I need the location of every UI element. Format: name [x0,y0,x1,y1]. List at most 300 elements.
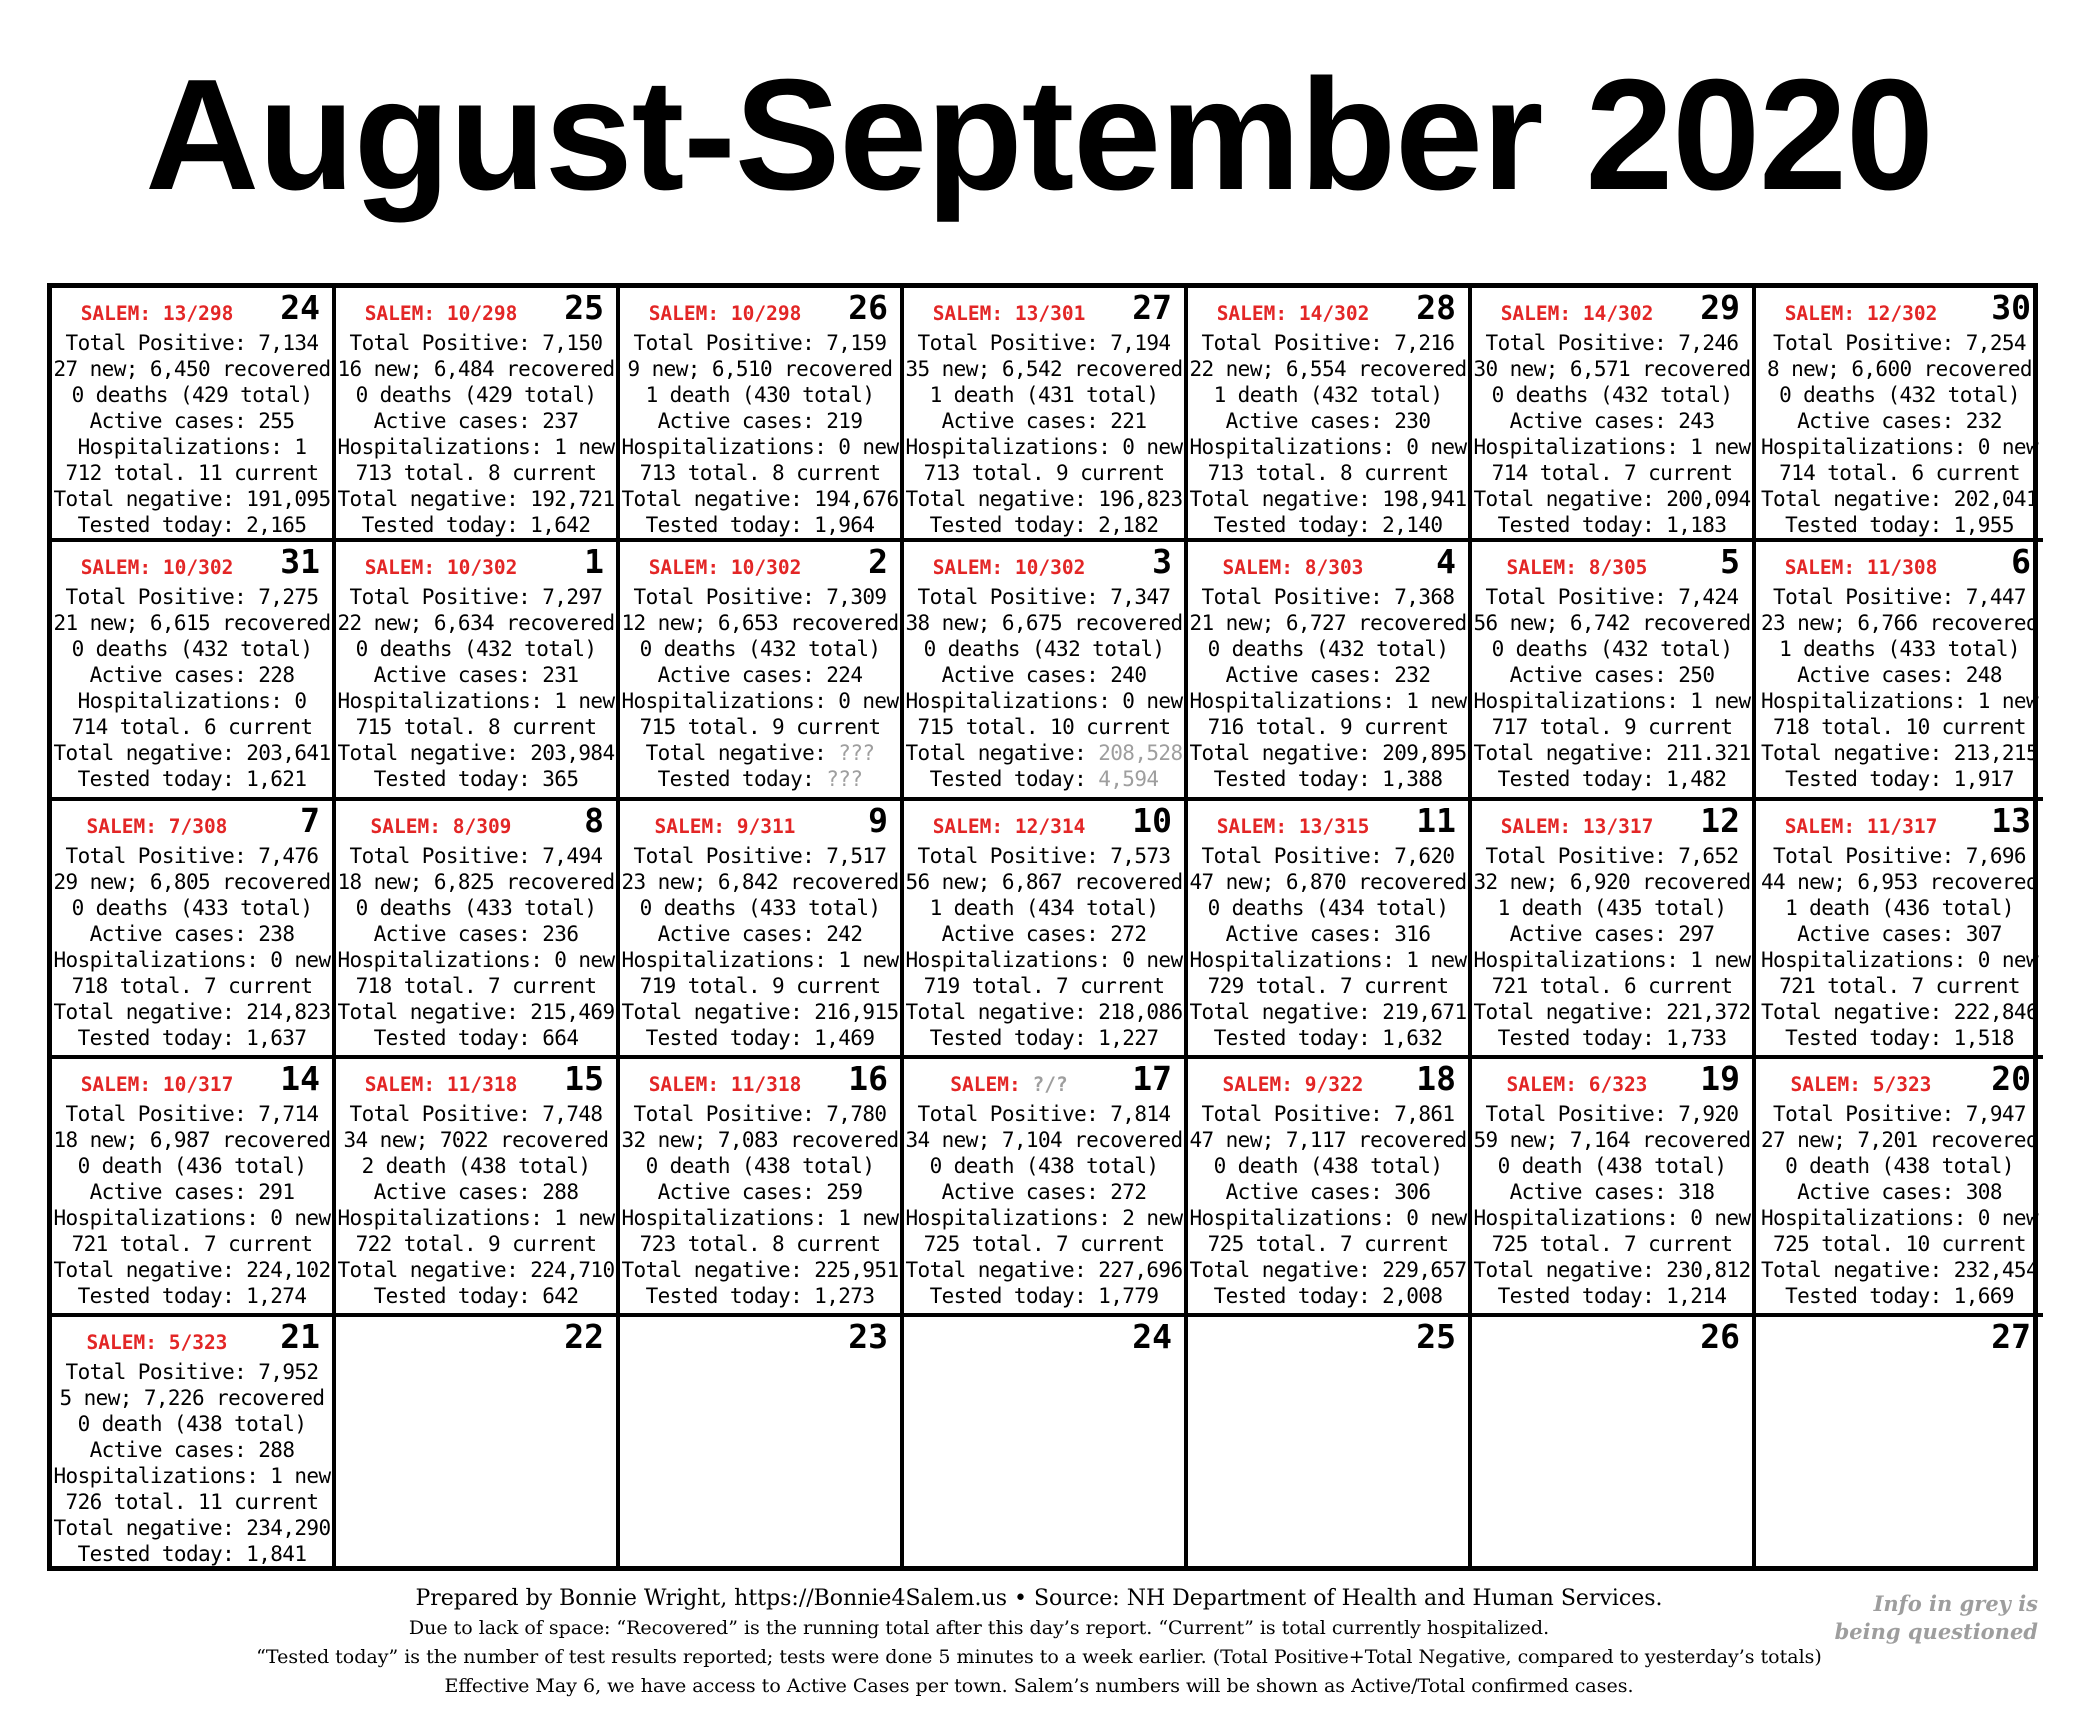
stat-line: 721 total. 6 current [1491,974,1733,998]
salem-label: SALEM: 7/308 [86,815,228,838]
stat-line: Hospitalizations: 0 new [1189,1206,1467,1230]
salem-label: SALEM: 10/302 [648,556,802,579]
stat-line: 21 new; 6,727 recovered [1189,611,1467,635]
stat-line: 16 new; 6,484 recovered [337,357,615,381]
day-number: 16 [848,1059,888,1098]
stat-line: Total negative: 215,469 [337,1000,615,1024]
stat-line: Total negative: 202,041 [1761,487,2038,511]
day-cell [1188,1059,1472,1317]
stat-line: Tested today: 1,482 [1497,767,1727,791]
day-stats [52,843,332,1051]
stat-line: Tested today: 1,733 [1497,1026,1727,1050]
day-stats [904,584,1184,792]
stat-line: 715 total. 9 current [639,715,881,739]
day-number: 14 [280,1059,320,1098]
stat-line: 59 new; 7,164 recovered [1473,1128,1751,1152]
salem-label: SALEM: 9/322 [1222,1073,1364,1096]
salem-cases [1188,1073,1398,1096]
stat-line: 718 total. 7 current [355,974,597,998]
stat-line: 2 death (438 total) [361,1154,591,1178]
stat-line: Active cases: 243 [1509,409,1715,433]
stat-line: Total Positive: 7,254 [1773,331,2026,355]
day-stats [1472,843,1752,1051]
day-cell [904,542,1188,801]
stat-line: 1 death (436 total) [1785,896,2014,920]
salem-label: SALEM: 5/323 [1790,1073,1932,1096]
stat-line: Total negative: 230,812 [1473,1258,1751,1282]
stat-line: Active cases: 259 [657,1180,863,1204]
salem-cases [1472,815,1682,838]
salem-label: SALEM: 13/317 [1500,815,1654,838]
stat-line: Active cases: 242 [657,922,863,946]
stat-line [620,766,900,792]
stat-line: 725 total. 7 current [1207,1232,1449,1256]
stat-line: 0 death (438 total) [1213,1154,1443,1178]
day-number: 8 [584,801,604,840]
stat-line: 0 deaths (433 total) [639,896,881,920]
salem-label: SALEM: 10/302 [932,556,1086,579]
stat-line: 718 total. 7 current [71,974,313,998]
stat-line: Hospitalizations: 1 new [621,948,899,972]
stat-line: 719 total. 7 current [923,974,1165,998]
stat-line: Hospitalizations: 1 new [621,1206,899,1230]
stat-line: 18 new; 6,987 recovered [53,1128,331,1152]
stat-line: 22 new; 6,634 recovered [337,611,615,635]
stat-line: Hospitalizations: 1 new [337,435,615,459]
day-cell [620,288,904,542]
salem-cases [52,815,262,838]
stat-line: Tested today: 1,632 [1213,1026,1443,1050]
stat-line: 714 total. 6 current [1779,461,2020,485]
stat-line: Active cases: 306 [1225,1180,1431,1204]
day-number: 13 [1991,801,2031,840]
stat-line: Total negative: 232,454 [1761,1258,2038,1282]
day-stats [1756,1101,2043,1309]
stat-line: Hospitalizations: 0 new [1761,1206,2038,1230]
day-stats [1472,1101,1752,1309]
stat-line: 30 new; 6,571 recovered [1473,357,1751,381]
day-stats [620,843,900,1051]
stat-line: Tested today: 2,165 [77,513,307,537]
stat-line: Total Positive: 7,194 [917,331,1171,355]
stat-line: Tested today: 1,642 [361,513,591,537]
stat-line: 0 death (438 total) [645,1154,875,1178]
stat-line: 0 deaths (432 total) [1207,637,1449,661]
stat-line: Total negative: 203,984 [337,741,615,765]
salem-cases [1472,1073,1682,1096]
stat-line [620,740,900,766]
stat-line: Total Positive: 7,652 [1485,844,1739,868]
salem-cases [336,815,546,838]
day-number: 27 [1991,1317,2031,1356]
stat-line: Active cases: 237 [373,409,579,433]
stat-line: Active cases: 224 [657,663,863,687]
salem-cases [52,1331,262,1354]
stat-line: 56 new; 6,867 recovered [905,870,1183,894]
stat-line: Total Positive: 7,159 [633,331,887,355]
day-number: 23 [848,1317,888,1356]
stat-line: 1 death (432 total) [1213,383,1443,407]
calendar-grid [47,283,2038,1571]
stat-line: Hospitalizations: 1 new [1189,948,1467,972]
stat-line: 5 new; 7,226 recovered [59,1386,325,1410]
day-number: 20 [1991,1059,2031,1098]
day-number: 1 [584,542,604,581]
salem-label: SALEM: 14/302 [1216,302,1370,325]
stat-line: Active cases: 231 [373,663,579,687]
stat-line: Tested today: 1,388 [1213,767,1443,791]
stat-line: Active cases: 288 [373,1180,579,1204]
stat-line: Total Positive: 7,714 [65,1102,319,1126]
stat-line: Total Positive: 7,476 [65,844,319,868]
salem-label: SALEM: 13/301 [932,302,1086,325]
salem-label: SALEM: 12/314 [932,815,1086,838]
stat-line: 29 new; 6,805 recovered [53,870,331,894]
stat-line: Total Positive: 7,347 [917,585,1171,609]
stat-line: Total negative: 196,823 [905,487,1183,511]
stat-line: 0 deaths (429 total) [71,383,313,407]
day-stats [52,584,332,792]
stat-line: 717 total. 9 current [1491,715,1733,739]
stat-line: Hospitalizations: 0 new [905,435,1183,459]
stat-line: Total Positive: 7,275 [65,585,319,609]
stat-line: Total Positive: 7,297 [349,585,603,609]
day-number: 28 [1416,288,1456,327]
day-cell [52,1059,336,1317]
day-stats [620,584,900,792]
day-stats [904,843,1184,1051]
stat-line: Active cases: 307 [1797,922,2002,946]
day-cell [52,288,336,542]
day-number: 6 [2011,542,2031,581]
salem-label: SALEM: 13/298 [80,302,234,325]
day-stats [1188,1101,1468,1309]
stat-line: Total negative: 224,710 [337,1258,615,1282]
stat-line: Active cases: 250 [1509,663,1715,687]
stat-line: 722 total. 9 current [355,1232,597,1256]
day-stats [620,1101,900,1309]
week-row [52,1059,2043,1317]
day-cell [336,288,620,542]
salem-cases [52,1073,262,1096]
stat-line: Hospitalizations: 0 new [905,948,1183,972]
stat-line: Total Positive: 7,134 [65,331,319,355]
day-cell [1188,288,1472,542]
questioned-value: ??? [826,767,863,791]
day-number: 26 [1700,1317,1740,1356]
salem-label: SALEM: 5/323 [86,1331,228,1354]
stat-line: Total negative: 222,846 [1761,1000,2038,1024]
stat-line: Hospitalizations: 1 new [337,1206,615,1230]
stat-line: Hospitalizations: 1 new [1473,948,1751,972]
stat-line: Hospitalizations: 1 new [1473,689,1751,713]
salem-cases [904,1073,1114,1096]
salem-label: SALEM: 13/315 [1216,815,1370,838]
stat-line: Total negative: 227,696 [905,1258,1183,1282]
salem-label: SALEM: 12/302 [1784,302,1938,325]
salem-cases [620,1073,830,1096]
day-stats [336,1101,616,1309]
stat-line: Active cases: 236 [373,922,579,946]
questioned-value: 208,528 [1098,741,1183,765]
stat-line: Hospitalizations: 1 new [1189,689,1467,713]
day-number: 31 [280,542,320,581]
stat-line: Active cases: 248 [1797,663,2002,687]
stat-line: Tested today: 1,621 [77,767,307,791]
salem-cases [1756,302,1966,325]
stat-line: Total Positive: 7,246 [1485,331,1739,355]
salem-cases [336,556,546,579]
stat-line: Total negative: 191,095 [53,487,331,511]
stat-line: Total Positive: 7,620 [1201,844,1455,868]
stat-line: Total Positive: 7,780 [633,1102,887,1126]
day-cell [1756,1317,2043,1566]
stat-line: Active cases: 272 [941,922,1147,946]
day-cell [1188,1317,1472,1566]
stat-line: 34 new; 7,104 recovered [905,1128,1183,1152]
stat-line: Total negative: 192,721 [337,487,615,511]
day-cell [1756,542,2043,801]
stat-line: Hospitalizations: 0 new [337,948,615,972]
stat-line: Total negative: 218,086 [905,1000,1183,1024]
questioned-value: ??? [838,741,875,765]
stat-line: 1 death (430 total) [645,383,875,407]
salem-cases [1756,556,1966,579]
stat-line: 721 total. 7 current [71,1232,313,1256]
stat-line: Total Positive: 7,309 [633,585,887,609]
stat-line: Hospitalizations: 1 new [1761,689,2038,713]
stat-line: 32 new; 7,083 recovered [621,1128,899,1152]
stat-line: Tested today: 1,779 [929,1284,1159,1308]
questioned-note-line: Info in grey is [1873,1591,2038,1616]
day-number: 10 [1132,801,1172,840]
stat-line: 23 new; 6,842 recovered [621,870,899,894]
stat-line: 35 new; 6,542 recovered [905,357,1183,381]
salem-label: SALEM: 10/317 [80,1073,234,1096]
salem-cases [52,556,262,579]
stat-line: 713 total. 9 current [923,461,1165,485]
salem-cases [1472,302,1682,325]
salem-cases [336,302,546,325]
stat-line: 0 deaths (432 total) [923,637,1165,661]
stat-line: 0 deaths (434 total) [1207,896,1449,920]
stat-line: Total negative: 229,657 [1189,1258,1467,1282]
stat-line: Total negative: 200,094 [1473,487,1751,511]
stat-line: Total Positive: 7,573 [917,844,1171,868]
stat-line: 21 new; 6,615 recovered [53,611,331,635]
day-number: 12 [1700,801,1740,840]
stat-line: Tested today: 664 [373,1026,579,1050]
stat-line: Active cases: 232 [1225,663,1431,687]
stat-line: Active cases: 297 [1509,922,1715,946]
total-negative-label: Total negative: [905,741,1099,765]
stat-line: Total Positive: 7,920 [1485,1102,1739,1126]
stat-line: Total Positive: 7,517 [633,844,887,868]
day-stats [904,330,1184,538]
salem-label: SALEM: 6/323 [1506,1073,1648,1096]
stat-line: 9 new; 6,510 recovered [627,357,893,381]
day-cell [620,801,904,1059]
stat-line: 715 total. 8 current [355,715,597,739]
stat-line: 22 new; 6,554 recovered [1189,357,1467,381]
stat-line: 47 new; 7,117 recovered [1189,1128,1467,1152]
stat-line: Total Positive: 7,216 [1201,331,1455,355]
stat-line: 713 total. 8 current [639,461,881,485]
day-stats [1188,584,1468,792]
salem-label: SALEM: 11/318 [648,1073,802,1096]
day-stats [336,843,616,1051]
stat-line: Total negative: 203,641 [53,741,331,765]
stat-line: 0 death (438 total) [77,1412,307,1436]
salem-label: SALEM: 11/308 [1784,556,1938,579]
stat-line: Total Positive: 7,447 [1773,585,2026,609]
stat-line: Total negative: 221,372 [1473,1000,1751,1024]
day-cell [336,1317,620,1566]
stat-line: Active cases: 240 [941,663,1147,687]
day-cell [336,542,620,801]
stat-line: 715 total. 10 current [917,715,1171,739]
salem-label: SALEM: 8/305 [1506,556,1648,579]
salem-label: SALEM: 11/317 [1784,815,1938,838]
day-number: 5 [1720,542,1740,581]
stat-line: 718 total. 10 current [1773,715,2026,739]
day-cell [1472,801,1756,1059]
tested-today-label: Tested today: [929,767,1099,791]
day-cell [1756,288,2043,542]
day-number: 30 [1991,288,2031,327]
salem-cases [904,815,1114,838]
day-stats [1756,584,2043,792]
day-number: 17 [1132,1059,1172,1098]
stat-line: 713 total. 8 current [1207,461,1449,485]
stat-line: Active cases: 228 [89,663,295,687]
stat-line [904,740,1184,766]
week-row [52,288,2043,542]
stat-line: Hospitalizations: 0 new [1761,948,2038,972]
salem-cases [1188,302,1398,325]
stat-line: Active cases: 255 [89,409,295,433]
day-cell [52,801,336,1059]
stat-line: 12 new; 6,653 recovered [621,611,899,635]
stat-line: 713 total. 8 current [355,461,597,485]
stat-line: 0 deaths (432 total) [1491,637,1733,661]
footer-note-tested: “Tested today” is the number of test results reported; tests were done 5 minutes to a week earlier. (Total Positive+Total Negative, compared to yesterday’s totals) [256,1646,1822,1668]
stat-line: Total Positive: 7,952 [65,1360,319,1384]
stat-line: 23 new; 6,766 recovered [1761,611,2038,635]
day-cell [1756,1059,2043,1317]
stat-line: 0 death (438 total) [1785,1154,2014,1178]
stat-line: 0 deaths (432 total) [1491,383,1733,407]
day-cell [52,1317,336,1566]
stat-line: 725 total. 7 current [923,1232,1165,1256]
stat-line [904,766,1184,792]
stat-line: Tested today: 1,469 [645,1026,875,1050]
stat-line: Tested today: 1,955 [1785,513,2014,537]
stat-line: 716 total. 9 current [1207,715,1449,739]
stat-line: Hospitalizations: 0 new [1473,1206,1751,1230]
stat-line: Tested today: 1,841 [77,1542,307,1566]
day-stats [620,330,900,538]
footer-credit: Prepared by Bonnie Wright, https://Bonnie4Salem.us • Source: NH Department of Health and Human Services. [415,1586,1663,1611]
stat-line: Tested today: 1,183 [1497,513,1727,537]
stat-line: Tested today: 2,182 [929,513,1159,537]
stat-line: 56 new; 6,742 recovered [1473,611,1751,635]
stat-line: 721 total. 7 current [1779,974,2020,998]
stat-line: Hospitalizations: 0 new [1761,435,2038,459]
day-stats [1756,330,2043,538]
day-number: 22 [564,1317,604,1356]
day-number: 15 [564,1059,604,1098]
salem-cases [336,1073,546,1096]
day-stats [1188,843,1468,1051]
day-number: 24 [1132,1317,1172,1356]
salem-label: SALEM: [950,1073,1033,1096]
stat-line: Total negative: 219,671 [1189,1000,1467,1024]
stat-line: 725 total. 10 current [1773,1232,2026,1256]
day-stats [52,330,332,538]
salem-questioned-value: ?/? [1032,1073,1068,1096]
day-cell [620,1317,904,1566]
stat-line: Hospitalizations: 0 new [1189,435,1467,459]
tested-today-label: Tested today: [657,767,827,791]
day-number: 9 [868,801,888,840]
stat-line: Tested today: 1,518 [1785,1026,2014,1050]
day-number: 26 [848,288,888,327]
stat-line: Hospitalizations: 2 new [905,1206,1183,1230]
stat-line: Hospitalizations: 0 [77,689,307,713]
day-number: 29 [1700,288,1740,327]
stat-line: 0 death (436 total) [77,1154,307,1178]
stat-line: 0 deaths (433 total) [355,896,597,920]
day-cell [1472,1059,1756,1317]
stat-line: Total Positive: 7,368 [1201,585,1455,609]
stat-line: 1 death (435 total) [1497,896,1727,920]
day-cell [620,1059,904,1317]
stat-line: Total negative: 211.321 [1473,741,1751,765]
stat-line: Total Positive: 7,494 [349,844,603,868]
salem-label: SALEM: 10/302 [364,556,518,579]
stat-line: Active cases: 291 [89,1180,295,1204]
salem-label: SALEM: 8/303 [1222,556,1364,579]
stat-line: Total Positive: 7,424 [1485,585,1739,609]
questioned-value: 4,594 [1098,767,1159,791]
day-number: 3 [1152,542,1172,581]
day-stats [1472,330,1752,538]
salem-cases [904,302,1114,325]
questioned-info-note [1788,1590,2038,1646]
day-number: 11 [1416,801,1456,840]
stat-line: 27 new; 6,450 recovered [53,357,331,381]
stat-line: 0 deaths (432 total) [1779,383,2020,407]
stat-line: Tested today: 2,008 [1213,1284,1443,1308]
stat-line: 714 total. 7 current [1491,461,1733,485]
stat-line: 0 deaths (433 total) [71,896,313,920]
stat-line: Total negative: 224,102 [53,1258,331,1282]
day-cell [336,1059,620,1317]
stat-line: 0 deaths (432 total) [71,637,313,661]
stat-line: Tested today: 1,273 [645,1284,875,1308]
day-cell [620,542,904,801]
total-negative-label: Total negative: [645,741,839,765]
stat-line: Total Positive: 7,150 [349,331,603,355]
stat-line: Total Positive: 7,696 [1773,844,2026,868]
stat-line: 725 total. 7 current [1491,1232,1733,1256]
stat-line: Total Positive: 7,947 [1773,1102,2026,1126]
stat-line: Hospitalizations: 0 new [621,435,899,459]
salem-cases [1472,556,1682,579]
stat-line: 726 total. 11 current [65,1490,319,1514]
stat-line: Active cases: 272 [941,1180,1147,1204]
